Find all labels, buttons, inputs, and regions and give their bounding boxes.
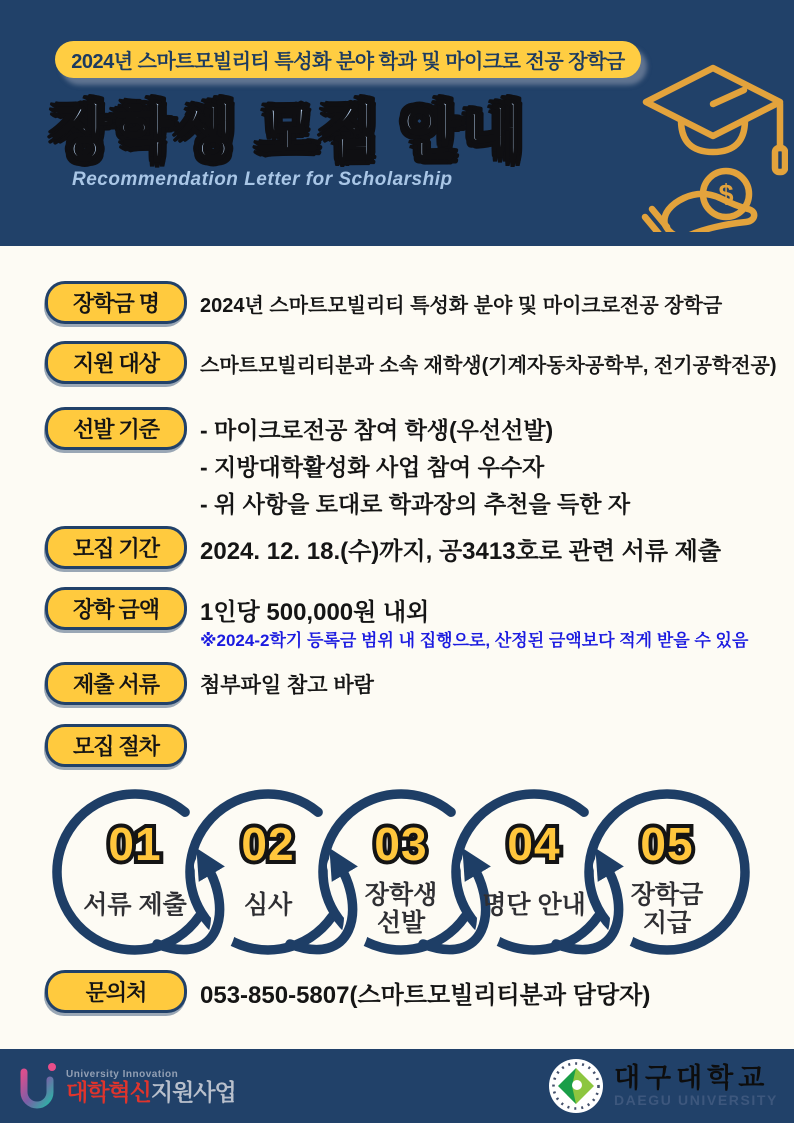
section-contact [45, 970, 650, 1013]
process-flow-diagram [0, 772, 794, 972]
section-text: 2024. 12. 18.(수)까지, 공3413호로 관련 서류 제출 [200, 538, 722, 565]
daegu-university-seal-icon [548, 1058, 604, 1114]
section-text-group [200, 587, 748, 651]
section-required-documents [45, 662, 374, 705]
label-pill: 장학금 명 [45, 281, 187, 324]
innovation-logo-main-text [66, 1080, 236, 1104]
section-text: 스마트모빌리티분과 소속 재학생(기계자동차공학부, 전기공학전공) [200, 355, 777, 377]
header-banner: 2024년 스마트모빌리티 특성화 분야 학과 및 마이크로 전공 장학금 [55, 41, 641, 78]
label-pill: 장학 금액 [45, 587, 187, 630]
university-name-korean: 대구대학교 [613, 1063, 770, 1093]
step-label: 명단 안내 [482, 891, 586, 919]
label-pill: 모집 기간 [45, 526, 187, 569]
university-name-english: DAEGU UNIVERSITY [613, 1092, 778, 1108]
footer-band [0, 1049, 794, 1123]
dollar-icon: $ [718, 179, 734, 209]
label-pill: 선발 기준 [45, 407, 187, 450]
criteria-line-3: - 위 사항을 토대로 학과장의 추천을 득한 자 [200, 491, 631, 517]
step-label: 지급 [642, 909, 692, 937]
step-label: 장학생 [364, 881, 438, 909]
section-text [200, 407, 630, 523]
section-scholarship-amount [45, 587, 748, 651]
step-number: 04 [507, 818, 561, 870]
criteria-line-2: - 지방대학활성화 사업 참여 우수자 [200, 454, 545, 480]
section-scholarship-name [45, 281, 722, 324]
innovation-logo-gray-text: 지원사업 [150, 1078, 236, 1105]
university-innovation-logo [16, 1060, 236, 1112]
amount-note: ※2024-2학기 등록금 범위 내 집행으로, 산정된 금액보다 적게 받을 수 있음 [200, 631, 749, 650]
section-eligibility [45, 341, 777, 384]
contact-value: 053-850-5807(스마트모빌리티분과 담당자) [200, 982, 651, 1009]
daegu-university-text [614, 1064, 778, 1108]
step-label: 장학금 [630, 881, 704, 909]
page-title: 장학생 모집 안내 [52, 98, 526, 166]
daegu-university-logo [548, 1058, 778, 1114]
step-label: 서류 제출 [83, 891, 187, 919]
section-text: 2024년 스마트모빌리티 특성화 분야 및 마이크로전공 장학금 [200, 295, 723, 317]
section-application-period [45, 526, 721, 569]
step-number: 03 [374, 818, 428, 870]
innovation-logo-red-text: 대학혁신 [66, 1078, 151, 1105]
step-number: 02 [241, 818, 295, 870]
step-label: 심사 [243, 891, 293, 919]
section-selection-criteria [45, 407, 630, 523]
graduation-cap-scholarship-icon [638, 60, 788, 232]
label-pill: 제출 서류 [45, 662, 187, 705]
page-subtitle: Recommendation Letter for Scholarship [72, 169, 453, 190]
amount-text: 1인당 500,000원 내외 [200, 599, 430, 626]
label-pill: 문의처 [45, 970, 187, 1013]
innovation-logo-small-text: University Innovation [66, 1068, 179, 1080]
header-band [0, 0, 794, 246]
step-number: 01 [108, 818, 162, 870]
innovation-u-icon [16, 1060, 58, 1112]
label-pill: 지원 대상 [45, 341, 187, 384]
section-text: 첨부파일 참고 바람 [200, 674, 374, 697]
innovation-logo-text [66, 1069, 236, 1104]
criteria-line-1: - 마이크로전공 참여 학생(우선선발) [200, 417, 554, 443]
section-process [45, 724, 187, 767]
label-pill: 모집 절차 [45, 724, 187, 767]
step-label: 선발 [376, 909, 426, 937]
step-number: 05 [640, 818, 694, 870]
